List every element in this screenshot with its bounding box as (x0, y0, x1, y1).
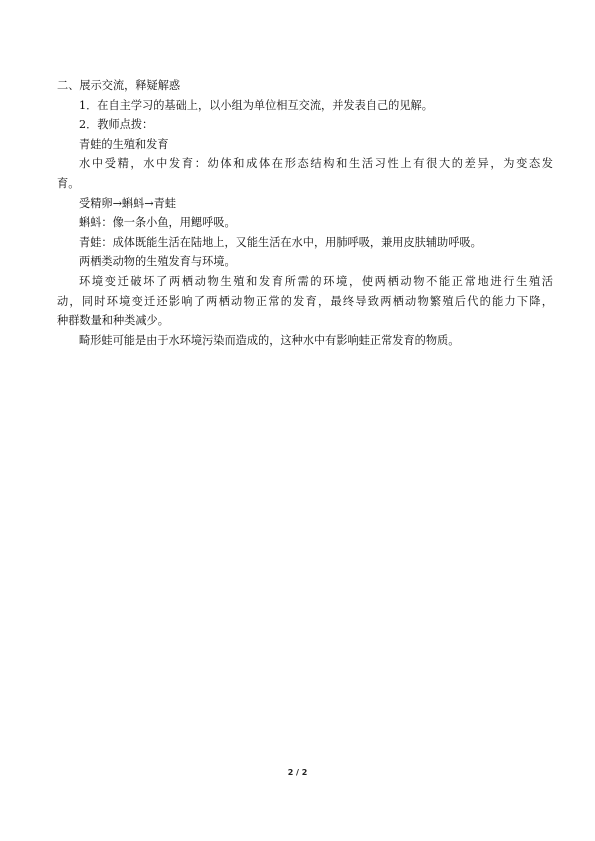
section-heading: 二、展示交流，释疑解惑 (57, 79, 181, 92)
frog-description: 青蛙：成体既能生活在陆地上，又能生活在水中，用肺呼吸，兼用皮肤辅助呼吸。 (79, 235, 482, 249)
page-number: 2 / 2 (287, 768, 308, 777)
development-sequence: 受精卵→蝌蚪→青蛙 (79, 196, 177, 210)
tadpole-description: 蝌蚪：像一条小鱼，用鳃呼吸。 (79, 216, 236, 230)
document-body (57, 76, 553, 350)
paragraph-fertilization-line-1: 水中受精，水中发育：幼体和成体在形态结构和生活习性上有很大的差异，为变态发 (79, 157, 553, 171)
paragraph-environment-line-2: 动，同时环境变迁还影响了两栖动物正常的发育，最终导致两栖动物繁殖后代的能力下降， (57, 294, 553, 308)
list-item-1: 1．在自主学习的基础上，以小组为单位相互交流，并发表自己的见解。 (79, 98, 433, 112)
paragraph-environment-line-3: 种群数量和种类减少。 (57, 314, 169, 328)
paragraph-environment-line-1: 环境变迁破坏了两栖动物生殖和发育所需的环境，使两栖动物不能正常地进行生殖活 (79, 274, 553, 288)
subtitle-frog-reproduction: 青蛙的生殖和发育 (79, 137, 169, 151)
list-item-2: 2．教师点拨： (79, 118, 154, 132)
paragraph-deformed-frog: 畸形蛙可能是由于水环境污染而造成的，这种水中有影响蛙正常发育的物质。 (79, 333, 460, 347)
subtitle-amphibian-environment: 两栖类动物的生殖发育与环境。 (79, 255, 236, 269)
paragraph-fertilization-line-2: 育。 (57, 176, 80, 190)
